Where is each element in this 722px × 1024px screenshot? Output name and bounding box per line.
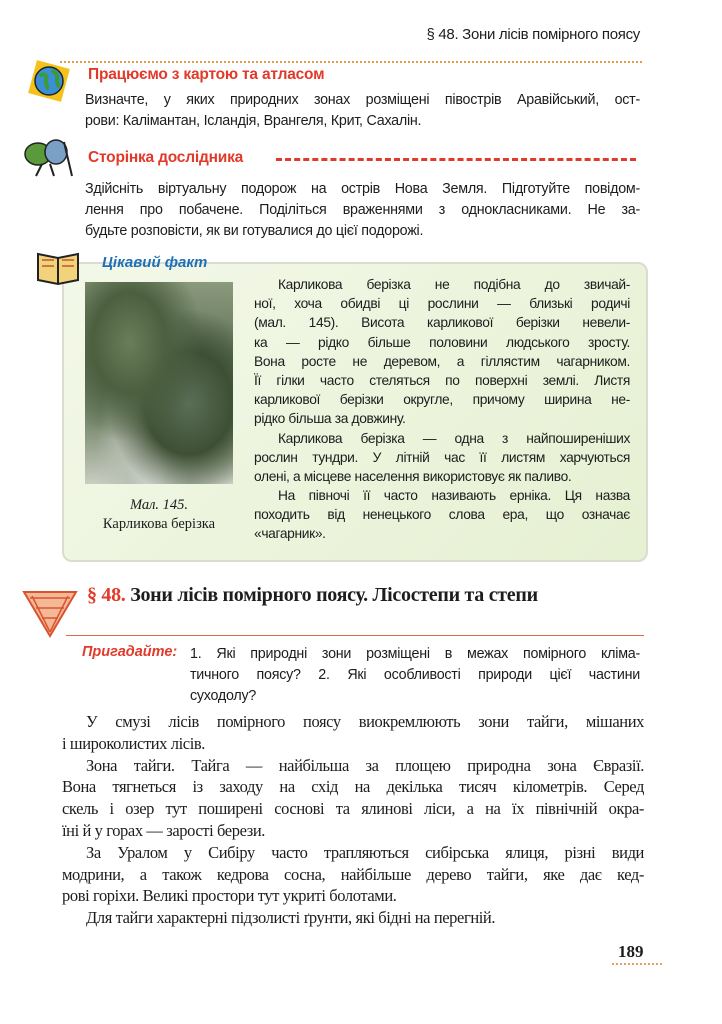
text-line: Вона росте не деревом, а гіллястим чагарником. [254,353,630,369]
text-line: тичного поясу? 2. Які особливості природи цієї частини [190,667,640,683]
text-line: скель і озер тут поширені соснові та ялинові ліси, а на їх північній окра- [62,799,644,819]
explorer-title: Сторінка дослідника [88,149,244,166]
text-line: ка — рідко більше половини людського зросту. [254,334,630,350]
running-header: § 48. Зони лісів помірного поясу [426,26,640,43]
text-line: походить від ненецького слова ера, що означає [254,507,630,523]
fact-title: Цікавий факт [102,254,208,271]
text-line: За Уралом у Сибіру часто трапляються сибірська ялиця, різні види [86,842,644,862]
text-line: Зона тайги. Тайга — найбільша за площею природна зона Євразії. [86,755,644,775]
text-line: «чагарник». [254,526,326,542]
globe-icon [26,58,72,109]
text-line: Її гілки часто стеляться по поверхні землі. Листя [254,372,630,388]
map-task-text [85,90,640,132]
text-line: рові горіхи. Великі простори тут укриті болотами. [62,886,397,906]
text-line: і широколистих лісів. [62,733,206,753]
dwarf-birch-photo [85,282,233,484]
book-icon [34,246,82,291]
page-number-ornament [612,963,662,965]
explorer-icon [20,132,76,183]
section-title-text: Зони лісів помірного поясу. Лісостепи та степи [130,584,538,606]
explorer-dashed-line [276,158,636,161]
body-text [62,711,644,929]
text-line: карликової берізки округле, причому ширина не- [254,392,630,408]
text-line: модрини, а також кедрова сосна, найбільше дерево тайги, яке дає кед- [62,864,644,884]
text-line: Карликова берізка — одна з найпоширеніших [278,430,630,446]
text-line: їні й у горах — зарості берези. [62,820,265,840]
page-number: 189 [618,942,644,961]
text-line: суходолу? [190,688,257,704]
text-line: Для тайги характерні підзолисті ґрунти, які бідні на перегній. [86,908,496,928]
text-line: лення про побачене. Поділіться враженнями з однокласниками. Не за- [85,202,640,218]
section-title [87,584,538,607]
figure-caption: Карликова берізка [102,516,216,532]
text-line: рослин тундри. У літній час її листям харчуються [254,449,630,465]
header-divider [60,61,642,63]
figure-number: Мал. 145. [129,497,189,513]
text-line: (мал. 145). Висота карликової берізки невели- [254,315,630,331]
text-line: Визначте, у яких природних зонах розміщені півострів Аравійський, ост- [85,92,640,108]
text-line: На півночі її часто називають ерніка. Ця назва [278,488,630,504]
text-line: рови: Калімантан, Ісландія, Врангеля, Крит, Сахалін. [85,113,422,129]
text-line: Здійсніть віртуальну подорож на острів Нова Земля. Підготуйте повідом- [85,181,640,197]
recall-label: Пригадайте: [82,644,178,660]
text-line: будьте розповісти, як ви готувалися до цієї подорожі. [85,223,424,239]
text-line: олені, а місцеве населення використовує як паливо. [254,468,572,484]
explorer-text [85,179,640,242]
text-line: У смузі лісів помірного поясу виокремлюють зони тайги, мішаних [86,712,644,731]
recall-text [190,644,640,707]
map-task-title: Працюємо з картою та атласом [88,66,325,83]
text-line: рідко більша за довжину. [254,411,406,427]
section-divider [66,635,644,636]
text-line: ної, хоча обидві ці рослини — близькі родичі [254,296,630,312]
section-number: § 48. [87,584,126,606]
text-line: Карликова берізка не подібна до звичай- [278,277,630,292]
text-line: 1. Які природні зони розміщені в межах помірного кліма- [190,646,640,662]
text-line: Вона тягнеться із заходу на схід на декілька тисяч кілометрів. Серед [62,777,644,797]
fact-text [254,275,630,544]
